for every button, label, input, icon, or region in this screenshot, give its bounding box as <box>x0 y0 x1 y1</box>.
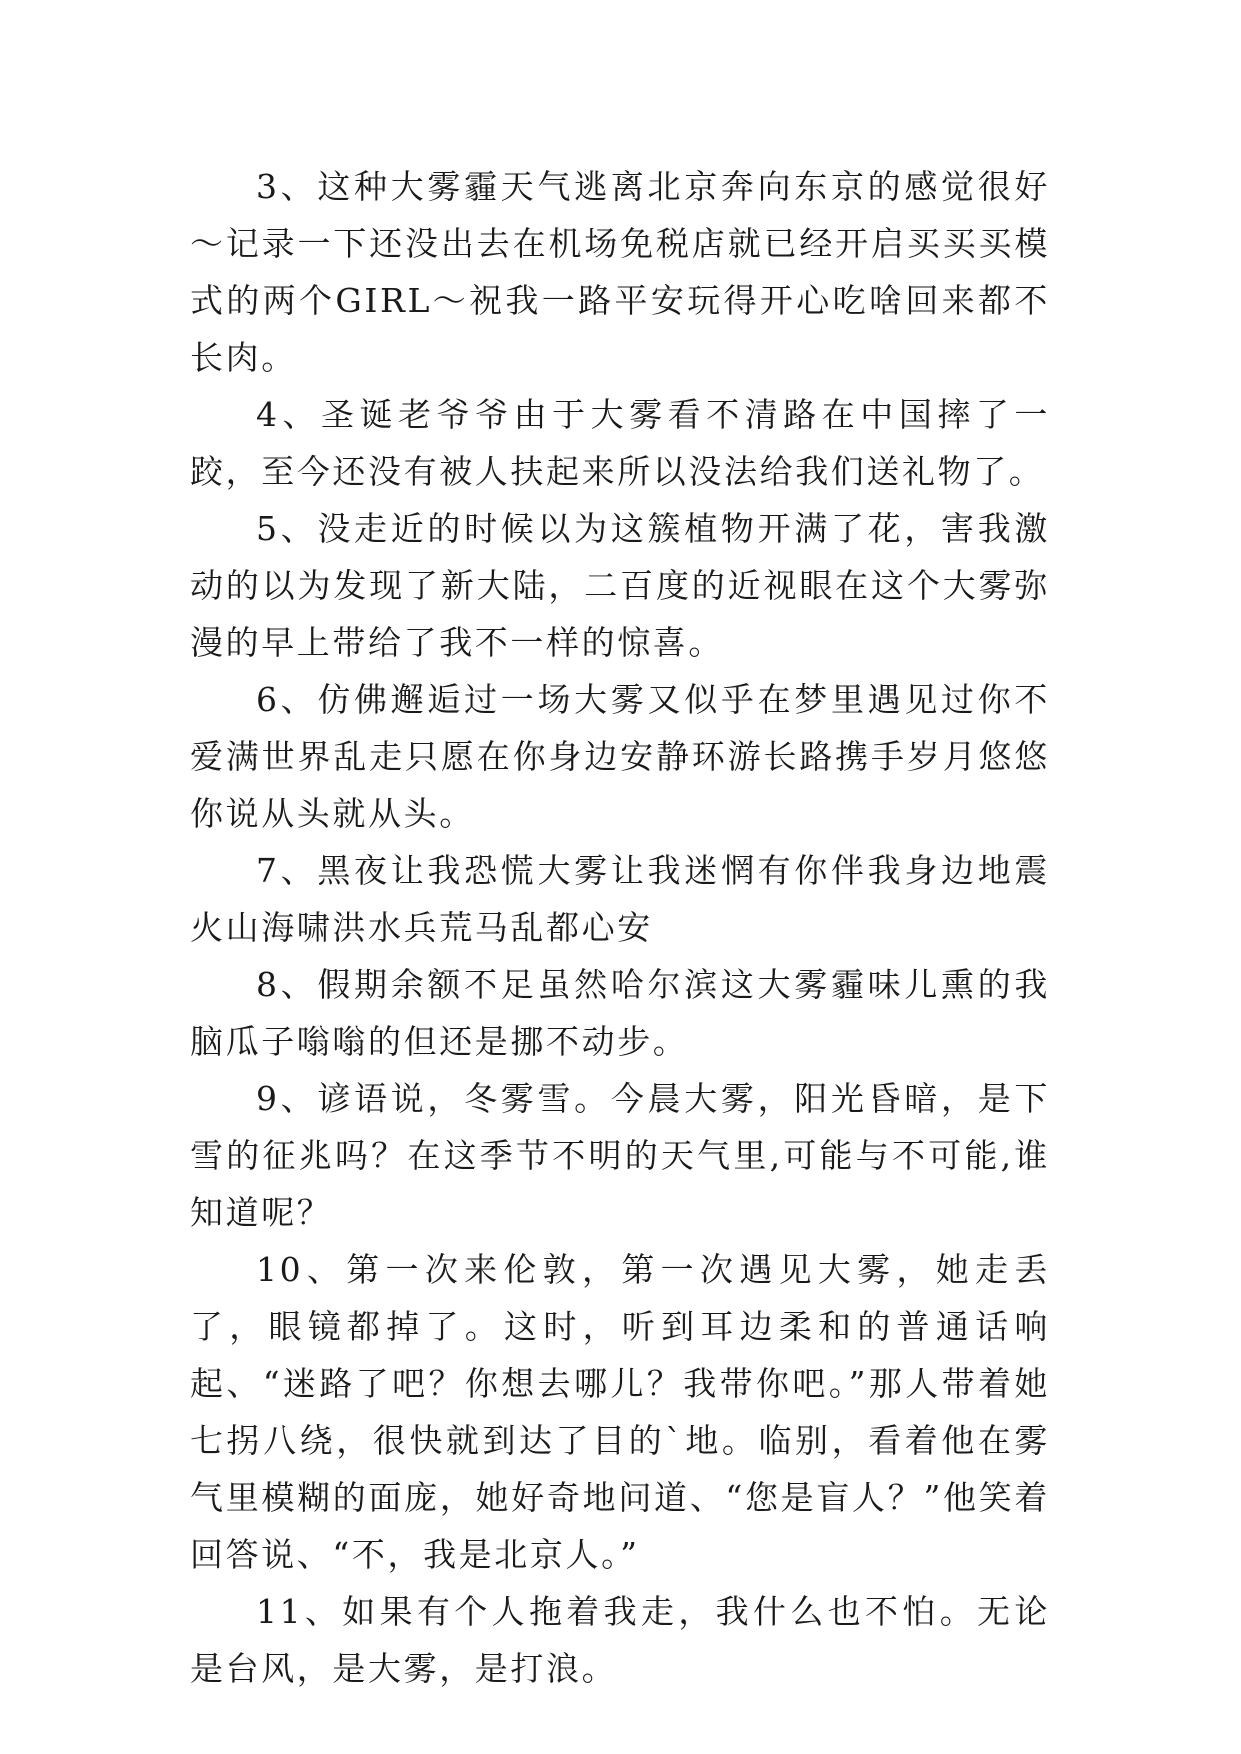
paragraph-3: 3、这种大雾霾天气逃离北京奔向东京的感觉很好～记录一下还没出去在机场免税店就已经开启买买买模式的两个GIRL～祝我一路平安玩得开心吃啥回来都不长肉。 <box>190 167 1050 377</box>
paragraph-8: 8、假期余额不足虽然哈尔滨这大雾霾味儿熏的我脑瓜子嗡嗡的但还是挪不动步。 <box>190 965 1050 1061</box>
paragraph-9: 9、谚语说，冬雾雪。今晨大雾，阳光昏暗，是下雪的征兆吗？在这季节不明的天气里,可能与不可能,谁知道呢？ <box>190 1079 1050 1232</box>
paragraph-7: 7、黑夜让我恐慌大雾让我迷惘有你伴我身边地震火山海啸洪水兵荒马乱都心安 <box>190 851 1050 947</box>
document-body <box>190 158 1050 1697</box>
paragraph-11: 11、如果有个人拖着我走，我什么也不怕。无论是台风，是大雾，是打浪。 <box>190 1592 1050 1688</box>
paragraph-4: 4、圣诞老爷爷由于大雾看不清路在中国摔了一跤，至今还没有被人扶起来所以没法给我们送礼物了。 <box>190 395 1050 491</box>
paragraph-10: 10、第一次来伦敦，第一次遇见大雾，她走丢了，眼镜都掉了。这时，听到耳边柔和的普通话响起、“迷路了吧？你想去哪儿？我带你吧。”那人带着她七拐八绕，很快就到达了目的`地。临别，看着他在雾气里模糊的面庞，她好奇地问道、“您是盲人？”他笑着回答说、“不，我是北京人。” <box>190 1250 1050 1574</box>
paragraph-6: 6、仿佛邂逅过一场大雾又似乎在梦里遇见过你不爱满世界乱走只愿在你身边安静环游长路携手岁月悠悠你说从头就从头。 <box>190 680 1050 833</box>
paragraph-5: 5、没走近的时候以为这簇植物开满了花，害我激动的以为发现了新大陆，二百度的近视眼在这个大雾弥漫的早上带给了我不一样的惊喜。 <box>190 509 1050 662</box>
